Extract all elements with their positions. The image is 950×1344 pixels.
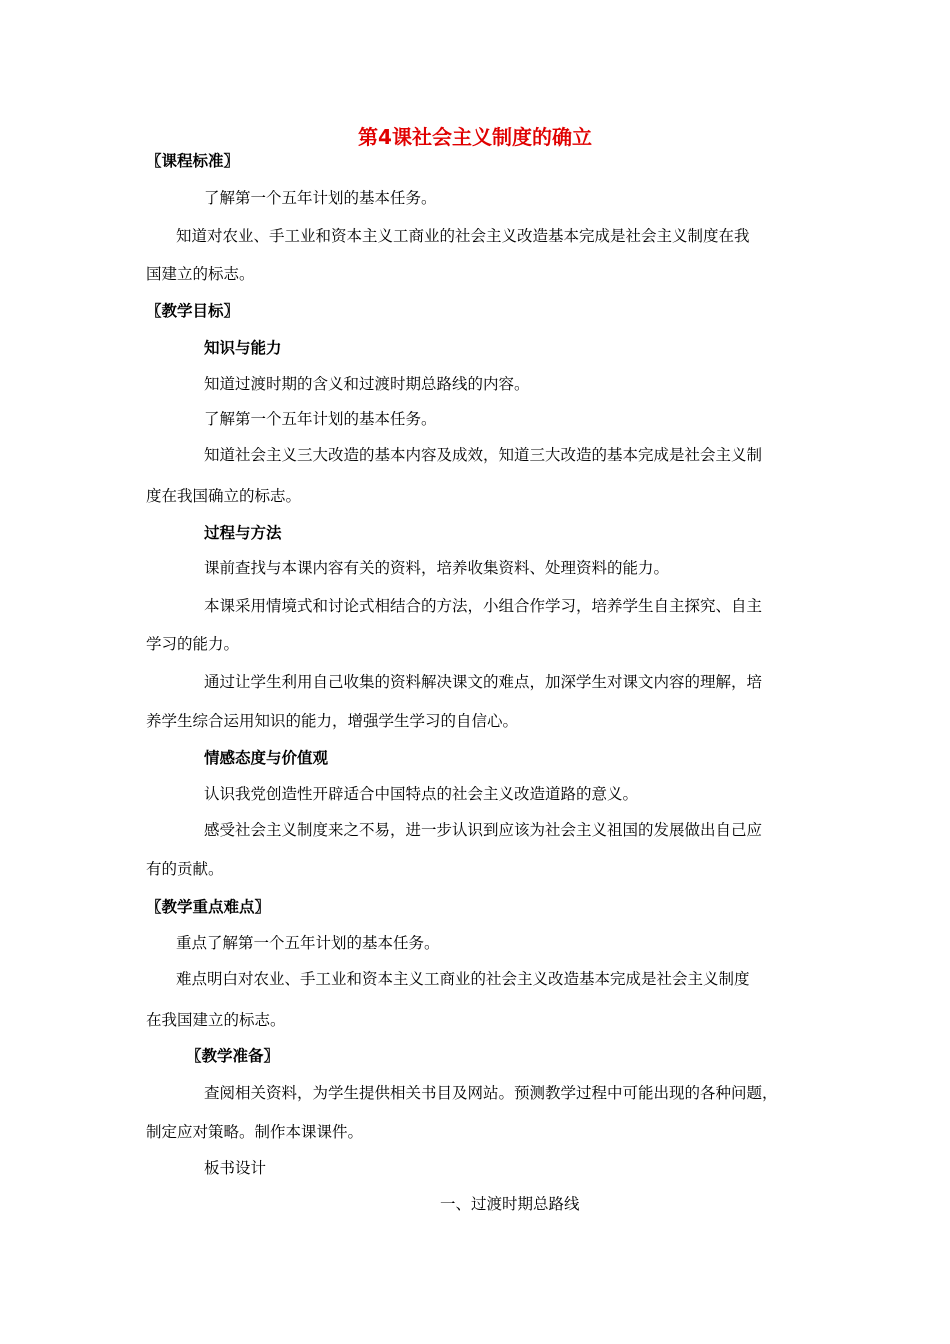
paragraph-continuation: 养学生综合运用知识的能力，增强学生学习的自信心。 [146,712,519,730]
section-heading-preparation: 〖教学准备〗 [186,1047,280,1065]
paragraph: 重点了解第一个五年计划的基本任务。 [176,934,440,952]
paragraph: 知道过渡时期的含义和过渡时期总路线的内容。 [204,375,530,393]
paragraph-continuation: 国建立的标志。 [146,265,255,283]
paragraph: 知道社会主义三大改造的基本内容及成效，知道三大改造的基本完成是社会主义制 [204,446,763,464]
paragraph: 知道对农业、手工业和资本主义工商业的社会主义改造基本完成是社会主义制度在我 [176,227,750,245]
paragraph: 了解第一个五年计划的基本任务。 [204,189,437,207]
paragraph-continuation: 制定应对策略。制作本课课件。 [146,1123,364,1141]
paragraph: 通过让学生利用自己收集的资料解决课文的难点，加深学生对课文内容的理解，培 [204,673,763,691]
subheading-process: 过程与方法 [204,524,282,542]
paragraph: 查阅相关资料，为学生提供相关书目及网站。预测教学过程中可能出现的各种问题， [204,1084,778,1102]
subheading-knowledge: 知识与能力 [204,339,282,357]
section-heading-key-points: 〖教学重点难点〗 [146,898,271,916]
paragraph: 本课采用情境式和讨论式相结合的方法，小组合作学习，培养学生自主探究、自主 [204,597,763,615]
paragraph: 难点明白对农业、手工业和资本主义工商业的社会主义改造基本完成是社会主义制度 [176,970,750,988]
board-item: 一、过渡时期总路线 [440,1195,580,1213]
paragraph: 课前查找与本课内容有关的资料，培养收集资料、处理资料的能力。 [204,559,670,577]
section-heading-course-standard: 〖课程标准〗 [146,152,240,170]
document-title: 第4课社会主义制度的确立 [358,125,592,149]
paragraph-continuation: 度在我国确立的标志。 [146,487,302,505]
paragraph-continuation: 有的贡献。 [146,860,224,878]
paragraph: 感受社会主义制度来之不易，进一步认识到应该为社会主义祖国的发展做出自己应 [204,821,763,839]
board-design-label: 板书设计 [204,1159,267,1177]
subheading-emotion: 情感态度与价值观 [204,749,329,767]
paragraph-continuation: 在我国建立的标志。 [146,1011,286,1029]
paragraph: 认识我党创造性开辟适合中国特点的社会主义改造道路的意义。 [204,785,639,803]
paragraph: 了解第一个五年计划的基本任务。 [204,410,437,428]
paragraph-continuation: 学习的能力。 [146,635,240,653]
section-heading-teaching-goals: 〖教学目标〗 [146,302,240,320]
